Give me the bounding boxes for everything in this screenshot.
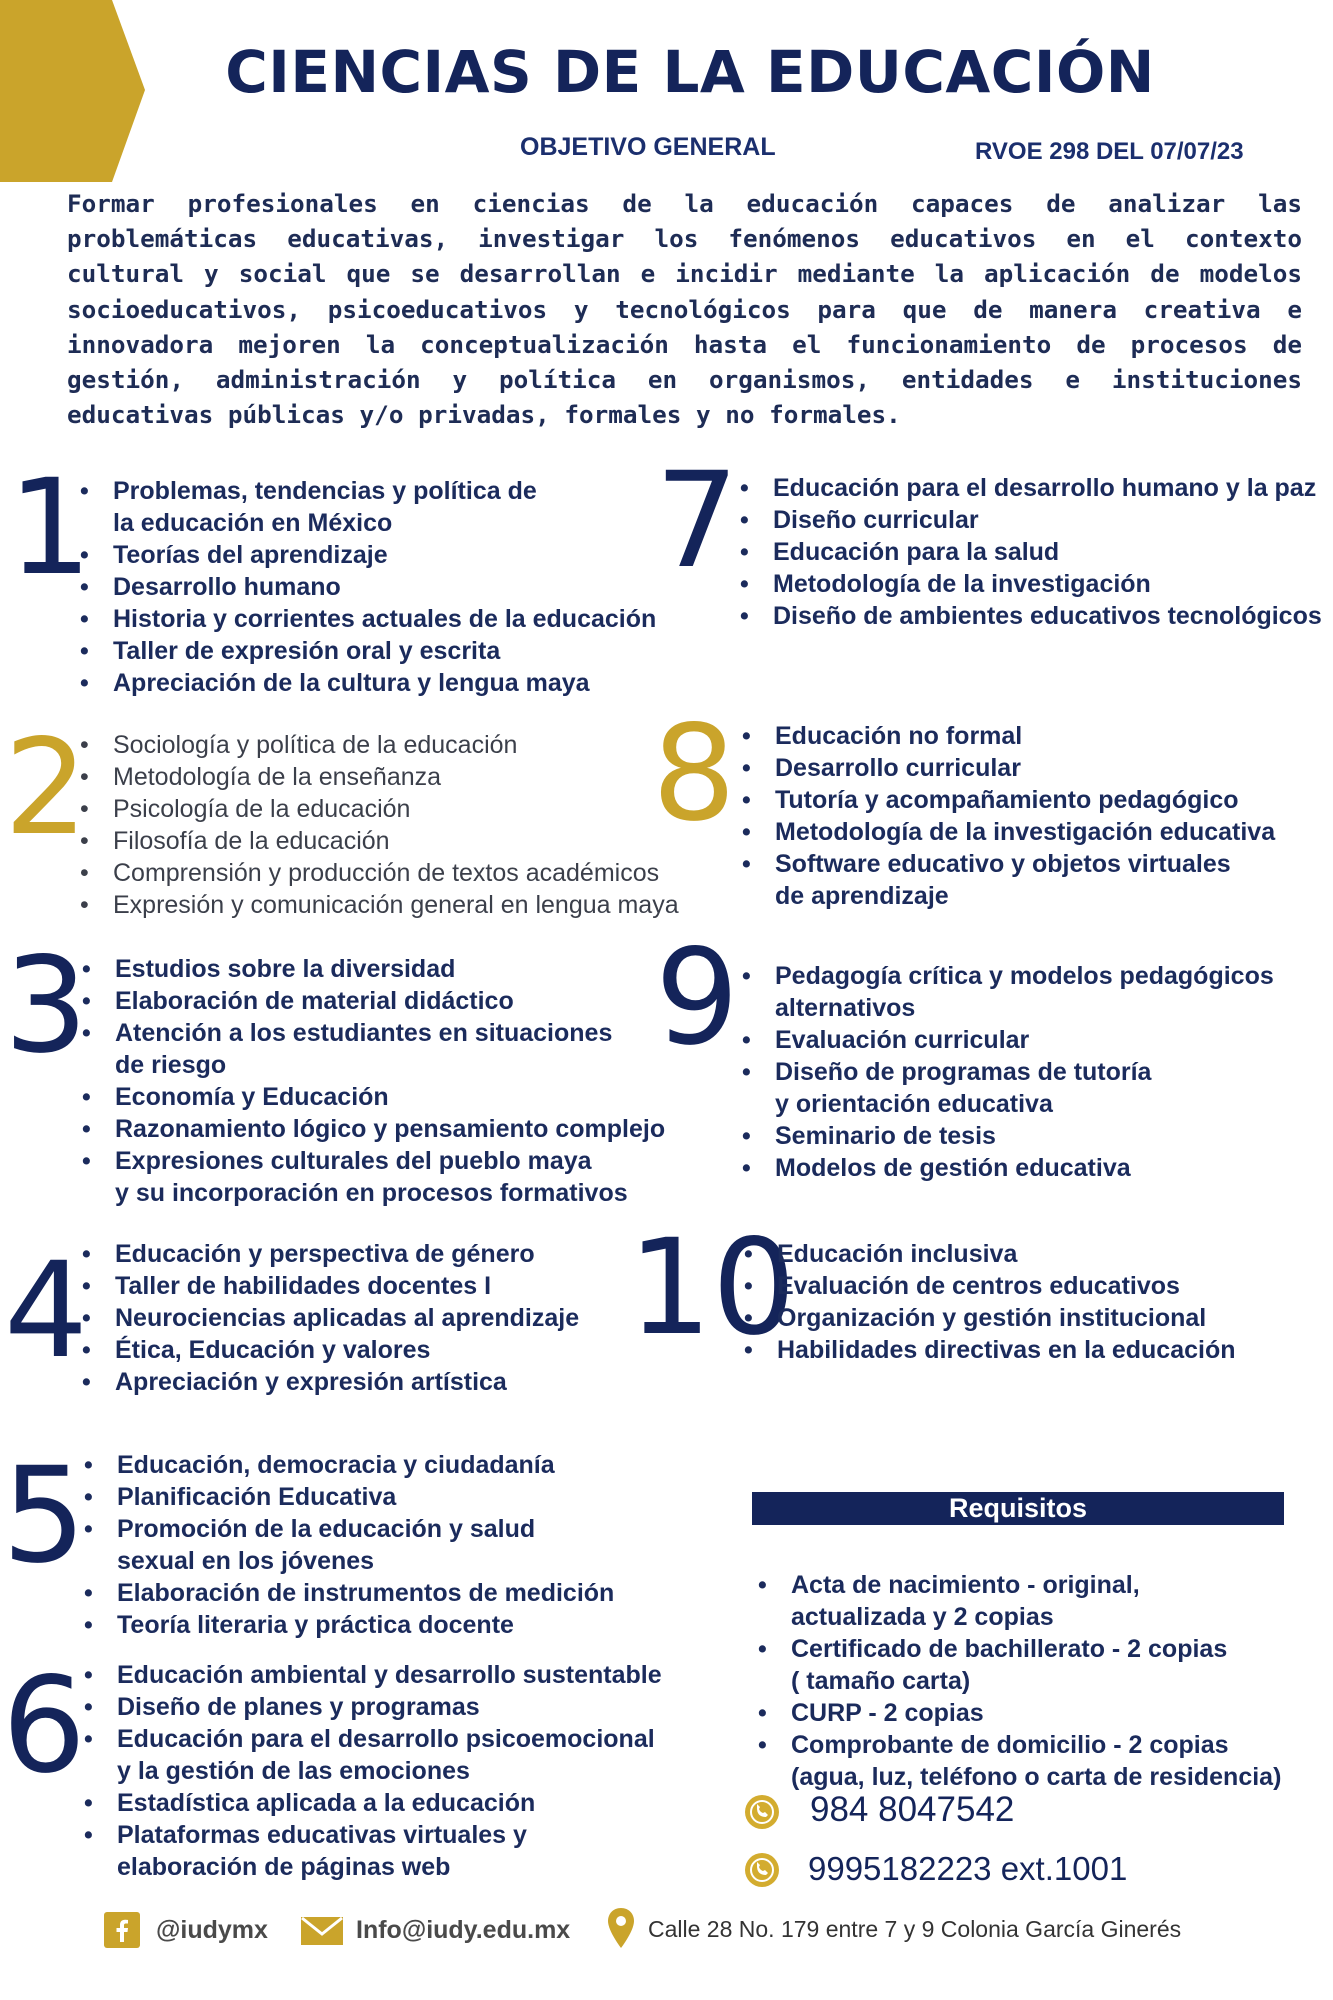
- list-item-text: • Metodología de la investigación: [773, 570, 1151, 598]
- list-item-text: • Modelos de gestión educativa: [775, 1154, 1131, 1182]
- semester-number-6: 6: [2, 1649, 86, 1803]
- list-item-text: • Diseño de programas de tutoría: [775, 1058, 1152, 1086]
- rvoe-text: RVOE 298 DEL 07/07/23: [975, 138, 1244, 165]
- list-item-text: • Elaboración de material didáctico: [115, 987, 514, 1015]
- list-item-text: • Metodología de la enseñanza: [113, 763, 442, 791]
- list-item-text: • Educación no formal: [775, 722, 1023, 750]
- list-item-text: • Apreciación de la cultura y lengua maya: [113, 669, 590, 697]
- list-item-text: • Atención a los estudiantes en situaciones: [115, 1019, 613, 1047]
- list-item-text: • Estudios sobre la diversidad: [115, 955, 456, 983]
- list-item-text: • Acta de nacimiento - original,: [791, 1571, 1140, 1599]
- list-item: [84, 1691, 704, 1723]
- email-address[interactable]: Info@iudy.edu.mx: [356, 1916, 571, 1944]
- semester-number-7: 7: [655, 444, 739, 598]
- list-item: [84, 1723, 704, 1787]
- mail-icon[interactable]: [300, 1916, 344, 1946]
- list-item: [758, 1633, 1318, 1697]
- address-text: Calle 28 No. 179 entre 7 y 9 Colonia García Ginerés: [648, 1916, 1182, 1942]
- location-pin-icon: [606, 1906, 636, 1950]
- list-item: [740, 504, 1330, 536]
- list-item-text: • Evaluación de centros educativos: [777, 1272, 1180, 1300]
- list-item: [80, 857, 700, 889]
- list-item-text: • Apreciación y expresión artística: [115, 1368, 507, 1396]
- list-item: [742, 1152, 1302, 1184]
- list-item: [82, 1270, 642, 1302]
- list-item: [80, 889, 700, 921]
- list-item-text: • Educación inclusiva: [777, 1240, 1018, 1268]
- list-item: [742, 752, 1312, 784]
- list-item: [744, 1238, 1304, 1270]
- gold-banner-shape: [0, 0, 145, 182]
- list-item: [82, 1113, 702, 1145]
- list-item: [744, 1334, 1304, 1366]
- list-item-text: • Planificación Educativa: [117, 1483, 397, 1511]
- list-item: [80, 793, 700, 825]
- list-item-text: • Expresiones culturales del pueblo maya: [115, 1147, 592, 1175]
- list-item: [82, 985, 702, 1017]
- list-item-text: • Razonamiento lógico y pensamiento complejo: [115, 1115, 666, 1143]
- list-item-text: • Metodología de la investigación educativa: [775, 818, 1276, 846]
- list-item-text: • Educación, democracia y ciudadanía: [117, 1451, 555, 1479]
- facebook-handle[interactable]: @iudymx: [156, 1916, 268, 1944]
- list-item-text: • Teorías del aprendizaje: [113, 541, 388, 569]
- list-item: [742, 720, 1312, 752]
- list-item: [744, 1302, 1304, 1334]
- list-item: [758, 1569, 1318, 1633]
- list-item-text: • Historia y corrientes actuales de la educación: [113, 605, 657, 633]
- phone-icon: [745, 1795, 779, 1829]
- list-item-text: • Tutoría y acompañamiento pedagógico: [775, 786, 1239, 814]
- list-item: [742, 1056, 1302, 1120]
- list-item-text: • Filosofía de la educación: [113, 827, 390, 855]
- list-item-text: • Taller de habilidades docentes I: [115, 1272, 492, 1300]
- list-item-text: actualizada y 2 copias: [791, 1603, 1054, 1631]
- list-item-text: • Promoción de la educación y salud: [117, 1515, 536, 1543]
- list-item: [84, 1819, 704, 1883]
- list-item-text: • Software educativo y objetos virtuales: [775, 850, 1231, 878]
- list-item-text: • Elaboración de instrumentos de medición: [117, 1579, 615, 1607]
- objective-paragraph: Formar profesionales en ciencias de la educación capaces de analizar las problemáticas educativas, investigar los fenómenos educativos en el contexto cultural y social que se desarrollan e incidir mediante la aplicación de modelos socioeducativos, psicoeducativos y tecnológicos para que de manera creativa e innovadora mejoren la conceptualización hasta el funcionamiento de procesos de gestión, administración y política en organismos, entidades e instituciones educativas públicas y/o privadas, formales y no formales.: [67, 189, 1302, 430]
- semester-8-subjects: [742, 720, 1312, 912]
- list-item: [82, 1366, 642, 1398]
- list-item-text: • Seminario de tesis: [775, 1122, 996, 1150]
- semester-number-5: 5: [2, 1439, 86, 1593]
- semester-number-10: 10: [628, 1211, 796, 1365]
- list-item: [84, 1449, 664, 1481]
- list-item-text: • Sociología y política de la educación: [113, 731, 518, 759]
- list-item: [80, 761, 700, 793]
- list-item: [80, 603, 680, 635]
- list-item-text: • Desarrollo humano: [113, 573, 341, 601]
- list-item: [82, 953, 702, 985]
- list-item: [742, 848, 1312, 912]
- list-item-text: • Diseño curricular: [773, 506, 979, 534]
- objective-heading: OBJETIVO GENERAL: [520, 133, 776, 161]
- list-item: [758, 1729, 1318, 1793]
- page-title: CIENCIAS DE LA EDUCACIÓN: [225, 38, 1155, 106]
- list-item-text: de aprendizaje: [775, 882, 949, 910]
- list-item: [82, 1081, 702, 1113]
- list-item-text: • Evaluación curricular: [775, 1026, 1030, 1054]
- list-item: [742, 784, 1312, 816]
- list-item: [82, 1334, 642, 1366]
- list-item-text: sexual en los jóvenes: [117, 1547, 375, 1575]
- list-item: [80, 825, 700, 857]
- list-item-text: • Taller de expresión oral y escrita: [113, 637, 501, 665]
- semester-number-1: 1: [8, 451, 92, 605]
- semester-7-subjects: [740, 472, 1330, 632]
- list-item: [740, 568, 1330, 600]
- list-item: [82, 1017, 702, 1081]
- semester-6-subjects: [84, 1659, 704, 1883]
- list-item-text: • Pedagogía crítica y modelos pedagógicos: [775, 962, 1274, 990]
- list-item: [742, 1024, 1302, 1056]
- list-item: [80, 539, 680, 571]
- list-item-text: • Desarrollo curricular: [775, 754, 1021, 782]
- list-item: [84, 1513, 664, 1577]
- list-item: [84, 1659, 704, 1691]
- list-item: [742, 816, 1312, 848]
- list-item-text: • Diseño de planes y programas: [117, 1693, 480, 1721]
- list-item-text: • Neurociencias aplicadas al aprendizaje: [115, 1304, 580, 1332]
- list-item: [744, 1270, 1304, 1302]
- list-item-text: • Ética, Educación y valores: [115, 1336, 431, 1364]
- list-item-text: • Educación ambiental y desarrollo sustentable: [117, 1661, 662, 1689]
- list-item: [84, 1609, 664, 1641]
- list-item-text: • Economía y Educación: [115, 1083, 389, 1111]
- facebook-icon[interactable]: [104, 1912, 140, 1948]
- list-item-text: y su incorporación en procesos formativos: [115, 1179, 628, 1207]
- list-item: [758, 1697, 1318, 1729]
- list-item-text: • Habilidades directivas en la educación: [777, 1336, 1236, 1364]
- list-item-text: alternativos: [775, 994, 916, 1022]
- list-item: [80, 475, 680, 539]
- list-item-text: la educación en México: [113, 509, 393, 537]
- list-item-text: de riesgo: [115, 1051, 227, 1079]
- list-item: [80, 635, 680, 667]
- semester-2-subjects: [80, 729, 700, 921]
- list-item-text: (agua, luz, teléfono o carta de residencia): [791, 1763, 1282, 1791]
- list-item: [82, 1238, 642, 1270]
- semester-5-subjects: [84, 1449, 664, 1641]
- list-item-text: • Problemas, tendencias y política de: [113, 477, 537, 505]
- list-item-text: • Educación para la salud: [773, 538, 1060, 566]
- semester-number-8: 8: [652, 697, 736, 851]
- requirements-list: [758, 1569, 1318, 1793]
- list-item-text: y la gestión de las emociones: [117, 1757, 470, 1785]
- requirements-heading: Requisitos: [752, 1492, 1284, 1525]
- list-item-text: elaboración de páginas web: [117, 1853, 451, 1881]
- semester-1-subjects: [80, 475, 680, 699]
- list-item: [84, 1787, 704, 1819]
- list-item-text: • CURP - 2 copias: [791, 1699, 984, 1727]
- semester-number-3: 3: [4, 929, 88, 1083]
- list-item: [742, 1120, 1302, 1152]
- semester-3-subjects: [82, 953, 702, 1209]
- list-item-text: • Certificado de bachillerato - 2 copias: [791, 1635, 1228, 1663]
- semester-number-4: 4: [4, 1234, 88, 1388]
- list-item: [740, 600, 1330, 632]
- list-item-text: ( tamaño carta): [791, 1667, 971, 1695]
- list-item: [740, 472, 1330, 504]
- list-item-text: • Comprensión y producción de textos académicos: [113, 859, 660, 887]
- list-item-text: • Plataformas educativas virtuales y: [117, 1821, 527, 1849]
- semester-4-subjects: [82, 1238, 642, 1398]
- list-item-text: y orientación educativa: [775, 1090, 1053, 1118]
- semester-number-9: 9: [655, 921, 739, 1075]
- phone-number-1[interactable]: 984 8047542: [810, 1790, 1015, 1829]
- list-item-text: • Teoría literaria y práctica docente: [117, 1611, 514, 1639]
- list-item-text: • Psicología de la educación: [113, 795, 411, 823]
- list-item-text: • Educación y perspectiva de género: [115, 1240, 535, 1268]
- list-item-text: • Estadística aplicada a la educación: [117, 1789, 536, 1817]
- list-item-text: • Organización y gestión institucional: [777, 1304, 1207, 1332]
- semester-number-2: 2: [4, 711, 88, 865]
- list-item-text: • Diseño de ambientes educativos tecnológicos: [773, 602, 1322, 630]
- semester-9-subjects: [742, 960, 1302, 1184]
- list-item: [80, 667, 680, 699]
- list-item-text: • Expresión y comunicación general en lengua maya: [113, 891, 679, 919]
- list-item-text: • Educación para el desarrollo humano y la paz: [773, 474, 1317, 502]
- list-item: [80, 571, 680, 603]
- list-item: [84, 1481, 664, 1513]
- phone-icon: [745, 1853, 779, 1887]
- list-item: [740, 536, 1330, 568]
- phone-number-2[interactable]: 9995182223 ext.1001: [808, 1850, 1128, 1887]
- list-item: [84, 1577, 664, 1609]
- list-item-text: • Educación para el desarrollo psicoemocional: [117, 1725, 655, 1753]
- list-item: [742, 960, 1302, 1024]
- list-item: [82, 1145, 702, 1209]
- semester-10-subjects: [744, 1238, 1304, 1366]
- list-item-text: • Comprobante de domicilio - 2 copias: [791, 1731, 1229, 1759]
- list-item: [82, 1302, 642, 1334]
- list-item: [80, 729, 700, 761]
